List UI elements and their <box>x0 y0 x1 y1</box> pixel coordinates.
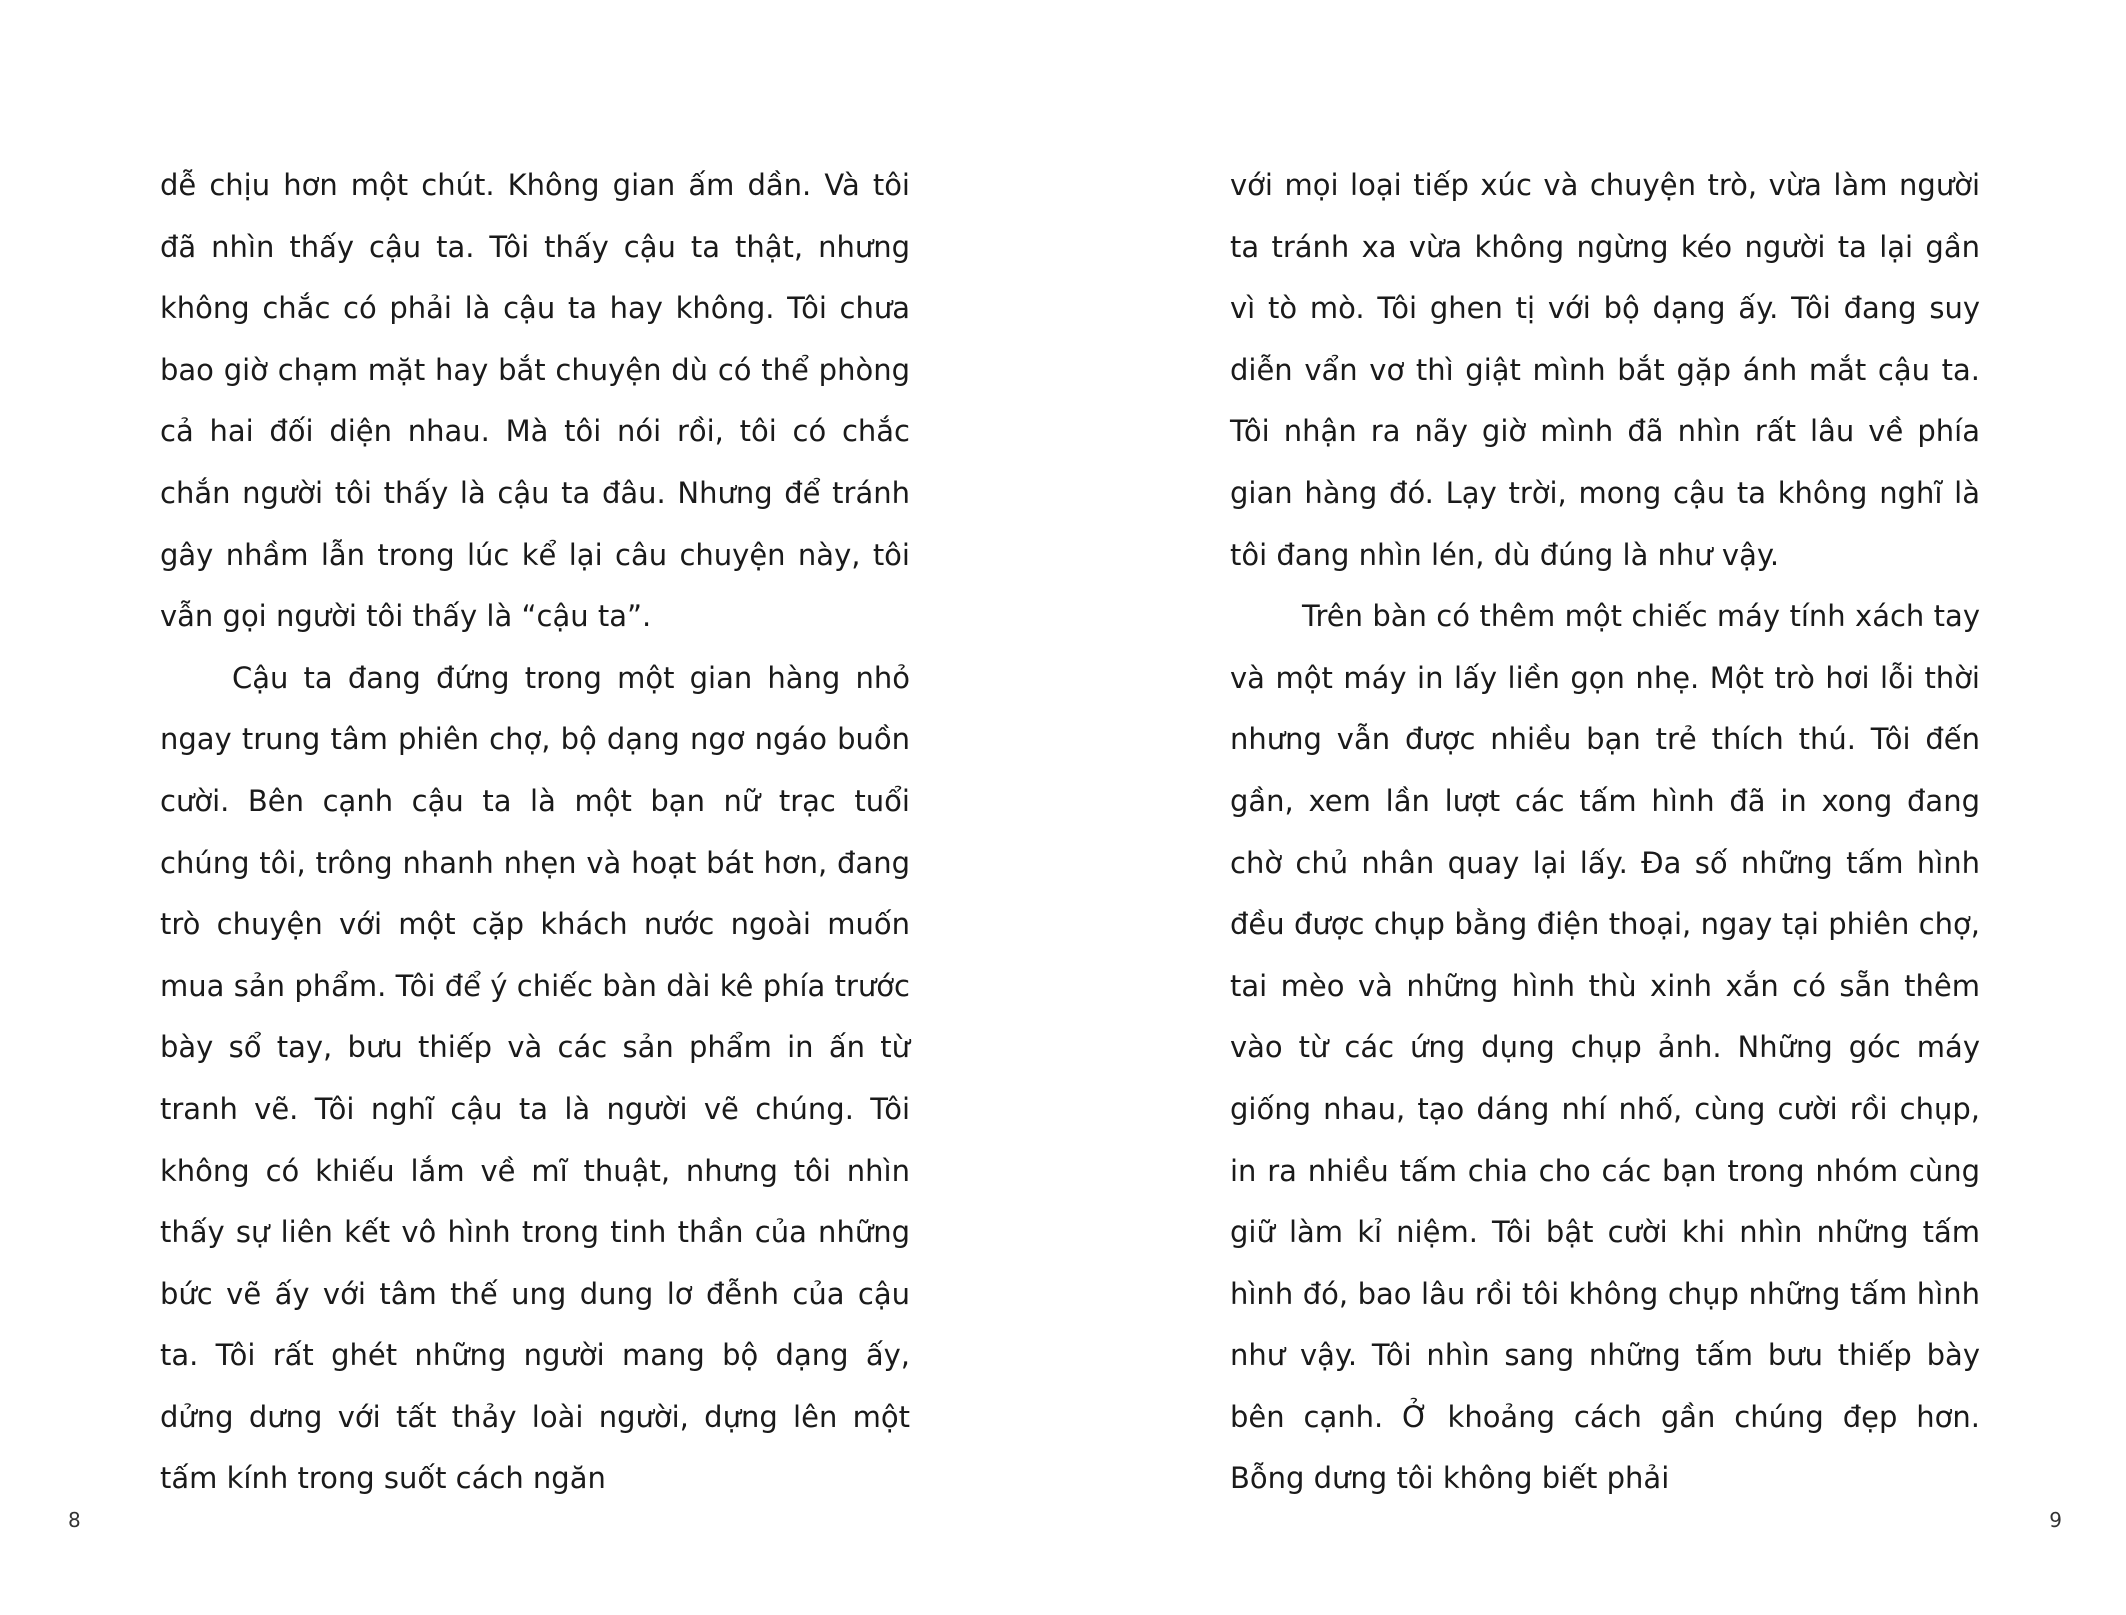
right-page-text <box>1230 155 1980 1510</box>
right-page <box>1063 0 2126 1615</box>
paragraph: với mọi loại tiếp xúc và chuyện trò, vừa làm người ta tránh xa vừa không ngừng kéo người ta lại gần vì tò mò. Tôi ghen tị với bộ dạng ấy. Tôi đang suy diễn vẩn vơ thì giật mình bắt gặp ánh mắt cậu ta. Tôi nhận ra nãy giờ mình đã nhìn rất lâu về phía gian hàng đó. Lạy trời, mong cậu ta không nghĩ là tôi đang nhìn lén, dù đúng là như vậy. <box>1230 168 1980 572</box>
paragraph: Cậu ta đang đứng trong một gian hàng nhỏ ngay trung tâm phiên chợ, bộ dạng ngơ ngáo buồn cười. Bên cạnh cậu ta là một bạn nữ trạc tuổi chúng tôi, trông nhanh nhẹn và hoạt bát hơn, đang trò chuyện với một cặp khách nước ngoài muốn mua sản phẩm. Tôi để ý chiếc bàn dài kê phía trước bày sổ tay, bưu thiếp và các sản phẩm in ấn từ tranh vẽ. Tôi nghĩ cậu ta là người vẽ chúng. Tôi không có khiếu lắm về mĩ thuật, nhưng tôi nhìn thấy sự liên kết vô hình trong tinh thần của những bức vẽ ấy với tâm thế ung dung lơ đễnh của cậu ta. Tôi rất ghét những người mang bộ dạng ấy, dửng dưng với tất thảy loài người, dựng lên một tấm kính trong suốt cách ngăn <box>160 660 910 1496</box>
paragraph: Trên bàn có thêm một chiếc máy tính xách tay và một máy in lấy liền gọn nhẹ. Một trò hơi lỗi thời nhưng vẫn được nhiều bạn trẻ thích thú. Tôi đến gần, xem lần lượt các tấm hình đã in xong đang chờ chủ nhân quay lại lấy. Đa số những tấm hình đều được chụp bằng điện thoại, ngay tại phiên chợ, tai mèo và những hình thù xinh xắn có sẵn thêm vào từ các ứng dụng chụp ảnh. Những góc máy giống nhau, tạo dáng nhí nhố, cùng cười rồi chụp, in ra nhiều tấm chia cho các bạn trong nhóm cùng giữ làm kỉ niệm. Tôi bật cười khi nhìn những tấm hình đó, bao lâu rồi tôi không chụp những tấm hình như vậy. Tôi nhìn sang những tấm bưu thiếp bày bên cạnh. Ở khoảng cách gần chúng đẹp hơn. Bỗng dưng tôi không biết phải <box>1230 599 1980 1496</box>
paragraph: dễ chịu hơn một chút. Không gian ấm dần. Và tôi đã nhìn thấy cậu ta. Tôi thấy cậu ta thật, nhưng không chắc có phải là cậu ta hay không. Tôi chưa bao giờ chạm mặt hay bắt chuyện dù có thể phòng cả hai đối diện nhau. Mà tôi nói rồi, tôi có chắc chắn người tôi thấy là cậu ta đâu. Nhưng để tránh gây nhầm lẫn trong lúc kể lại câu chuyện này, tôi vẫn gọi người tôi thấy là “cậu ta”. <box>160 168 910 634</box>
page-number: 8 <box>68 1508 81 1532</box>
page-number: 9 <box>2049 1508 2062 1532</box>
left-page-text <box>160 155 910 1510</box>
